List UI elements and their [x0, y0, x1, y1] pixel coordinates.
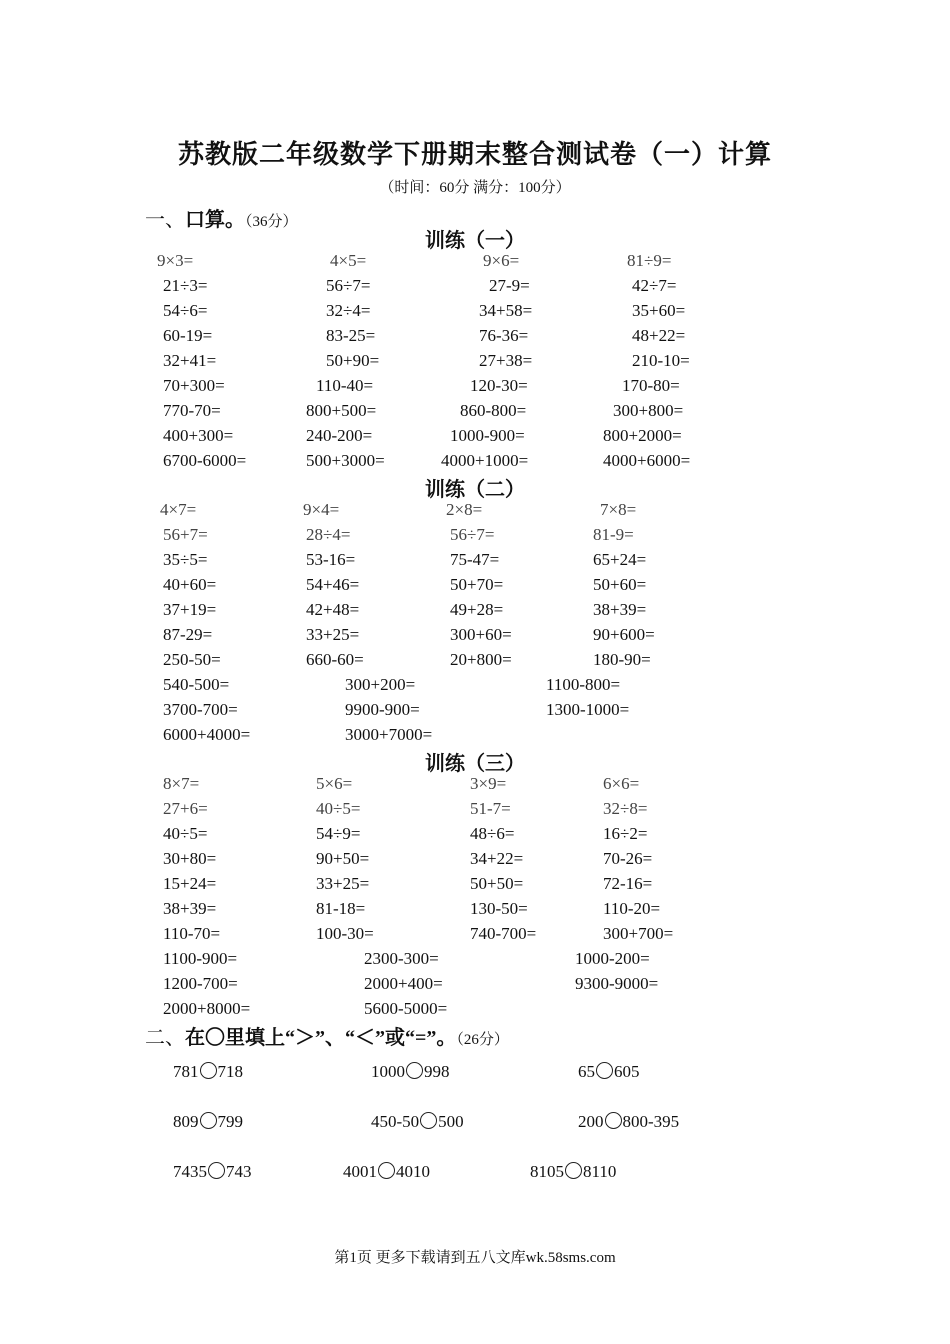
arithmetic-problem: 3700-700= [163, 700, 238, 719]
arithmetic-problem: 54÷6= [163, 301, 208, 320]
arithmetic-problem: 9×4= [303, 500, 340, 519]
exam-info: （时间：60分 满分：100分） [379, 180, 571, 196]
arithmetic-problem: 70+300= [163, 376, 225, 395]
arithmetic-problem: 48÷6= [470, 824, 515, 843]
arithmetic-problem: 1000-200= [575, 949, 650, 968]
arithmetic-problem: 800+2000= [603, 426, 682, 445]
comparison-item [173, 1112, 243, 1132]
arithmetic-problem: 3×9= [470, 774, 507, 793]
arithmetic-problem: 81÷9= [627, 251, 672, 270]
arithmetic-problem: 56÷7= [450, 525, 495, 544]
arithmetic-problem: 56+7= [163, 525, 208, 544]
page-footer: 第1页 更多下载请到五八文库wk.58sms.com [334, 1250, 616, 1266]
arithmetic-problem: 40÷5= [163, 824, 208, 843]
arithmetic-problem: 34+22= [470, 849, 524, 868]
arithmetic-problem: 110-40= [316, 376, 374, 395]
arithmetic-problem: 1100-900= [163, 949, 238, 968]
arithmetic-problem: 81-9= [593, 525, 634, 544]
arithmetic-problem: 5×6= [316, 774, 353, 793]
arithmetic-problem: 90+50= [316, 849, 370, 868]
arithmetic-problem: 4000+6000= [603, 451, 691, 470]
arithmetic-problem: 50+50= [470, 874, 524, 893]
arithmetic-problem: 8×7= [163, 774, 200, 793]
arithmetic-problem: 2000+8000= [163, 999, 251, 1018]
arithmetic-problem: 1300-1000= [546, 700, 630, 719]
arithmetic-problem: 32÷8= [603, 799, 648, 818]
arithmetic-problem: 110-20= [603, 899, 661, 918]
arithmetic-problem: 250-50= [163, 650, 221, 669]
arithmetic-problem: 42÷7= [632, 276, 677, 295]
arithmetic-problem: 72-16= [603, 874, 653, 893]
arithmetic-problem: 90+600= [593, 625, 655, 644]
arithmetic-problem: 170-80= [622, 376, 680, 395]
arithmetic-problem: 770-70= [163, 401, 221, 420]
right-operand: 799 [217, 1112, 243, 1131]
arithmetic-problem: 54÷9= [316, 824, 361, 843]
section-1-number: 一、 [145, 209, 185, 231]
arithmetic-problem: 7×8= [600, 500, 637, 519]
answer-circle[interactable] [378, 1162, 395, 1179]
arithmetic-problem: 100-30= [316, 924, 374, 943]
arithmetic-problem: 9900-900= [345, 700, 420, 719]
arithmetic-problem: 42+48= [306, 600, 360, 619]
arithmetic-problem: 76-36= [479, 326, 529, 345]
arithmetic-problem: 1200-700= [163, 974, 238, 993]
arithmetic-problem: 240-200= [306, 426, 373, 445]
arithmetic-problem: 35÷5= [163, 550, 208, 569]
arithmetic-problem: 1000-900= [450, 426, 525, 445]
arithmetic-problem: 2000+400= [364, 974, 443, 993]
arithmetic-problem: 2×8= [446, 500, 483, 519]
right-operand: 718 [217, 1062, 243, 1081]
comparison-item [578, 1062, 640, 1082]
arithmetic-problem: 32÷4= [326, 301, 371, 320]
left-operand: 8105 [530, 1162, 564, 1181]
comparison-item [173, 1062, 243, 1082]
arithmetic-problem: 48+22= [632, 326, 686, 345]
right-operand: 800-395 [622, 1112, 680, 1131]
arithmetic-problem: 800+500= [306, 401, 377, 420]
arithmetic-problem: 9×3= [157, 251, 194, 270]
arithmetic-problem: 210-10= [632, 351, 690, 370]
arithmetic-problem: 27-9= [489, 276, 530, 295]
arithmetic-problem: 6×6= [603, 774, 640, 793]
arithmetic-problem: 81-18= [316, 899, 366, 918]
section-2-points: （26分） [456, 1032, 509, 1048]
section-2-number: 二、 [145, 1027, 185, 1049]
arithmetic-problem: 75-47= [450, 550, 500, 569]
answer-circle[interactable] [200, 1062, 217, 1079]
answer-circle[interactable] [420, 1112, 437, 1129]
arithmetic-problem: 300+60= [450, 625, 512, 644]
arithmetic-problem: 110-70= [163, 924, 221, 943]
arithmetic-problem: 20+800= [450, 650, 512, 669]
arithmetic-problem: 56÷7= [326, 276, 371, 295]
left-operand: 65 [578, 1062, 595, 1081]
arithmetic-problem: 49+28= [450, 600, 504, 619]
arithmetic-problem: 33+25= [306, 625, 360, 644]
answer-circle[interactable] [605, 1112, 622, 1129]
arithmetic-problem: 5600-5000= [364, 999, 448, 1018]
arithmetic-problem: 27+38= [479, 351, 533, 370]
arithmetic-problem: 9300-9000= [575, 974, 659, 993]
left-operand: 809 [173, 1112, 199, 1131]
section-2-label: 在〇里填上“＞”、“＜”或“=”。 [185, 1027, 457, 1049]
arithmetic-problem: 4×7= [160, 500, 197, 519]
arithmetic-problem: 60-19= [163, 326, 213, 345]
right-operand: 4010 [396, 1162, 430, 1181]
answer-circle[interactable] [200, 1112, 217, 1129]
answer-circle[interactable] [208, 1162, 225, 1179]
arithmetic-problem: 32+41= [163, 351, 217, 370]
right-operand: 500 [438, 1112, 464, 1131]
left-operand: 7435 [173, 1162, 207, 1181]
arithmetic-problem: 50+90= [326, 351, 380, 370]
left-operand: 200 [578, 1112, 604, 1131]
arithmetic-problem: 50+60= [593, 575, 647, 594]
arithmetic-problem: 40÷5= [316, 799, 361, 818]
arithmetic-problem: 6000+4000= [163, 725, 251, 744]
training-2-heading: 训练（二） [425, 477, 525, 501]
arithmetic-problem: 65+24= [593, 550, 647, 569]
arithmetic-problem: 54+46= [306, 575, 360, 594]
answer-circle[interactable] [596, 1062, 613, 1079]
arithmetic-problem: 1100-800= [546, 675, 621, 694]
arithmetic-problem: 70-26= [603, 849, 653, 868]
arithmetic-problem: 27+6= [163, 799, 208, 818]
right-operand: 605 [614, 1062, 640, 1081]
arithmetic-problem: 740-700= [470, 924, 537, 943]
comparison-item [578, 1112, 679, 1132]
arithmetic-problem: 660-60= [306, 650, 364, 669]
answer-circle[interactable] [565, 1162, 582, 1179]
left-operand: 781 [173, 1062, 199, 1081]
arithmetic-problem: 34+58= [479, 301, 533, 320]
arithmetic-problem: 35+60= [632, 301, 686, 320]
arithmetic-problem: 9×6= [483, 251, 520, 270]
arithmetic-problem: 87-29= [163, 625, 213, 644]
arithmetic-problem: 16÷2= [603, 824, 648, 843]
arithmetic-problem: 30+80= [163, 849, 217, 868]
arithmetic-problem: 300+700= [603, 924, 674, 943]
arithmetic-problem: 4000+1000= [441, 451, 529, 470]
arithmetic-problem: 28÷4= [306, 525, 351, 544]
section-1-label: 口算。 [185, 209, 245, 231]
arithmetic-problem: 300+800= [613, 401, 684, 420]
arithmetic-problem: 2300-300= [364, 949, 439, 968]
arithmetic-problem: 50+70= [450, 575, 504, 594]
left-operand: 450-50 [371, 1112, 420, 1131]
answer-circle[interactable] [406, 1062, 423, 1079]
section-2-heading [145, 1021, 509, 1050]
arithmetic-problem: 37+19= [163, 600, 217, 619]
arithmetic-problem: 180-90= [593, 650, 651, 669]
comparison-item [173, 1162, 252, 1182]
right-operand: 743 [226, 1162, 252, 1181]
arithmetic-problem: 33+25= [316, 874, 370, 893]
arithmetic-problem: 300+200= [345, 675, 416, 694]
comparison-item [371, 1062, 450, 1082]
arithmetic-problem: 38+39= [163, 899, 217, 918]
arithmetic-problem: 51-7= [470, 799, 511, 818]
comparison-item [343, 1162, 430, 1182]
arithmetic-problem: 15+24= [163, 874, 217, 893]
arithmetic-problem: 500+3000= [306, 451, 385, 470]
left-operand: 1000 [371, 1062, 405, 1081]
arithmetic-problem: 38+39= [593, 600, 647, 619]
arithmetic-problem: 6700-6000= [163, 451, 247, 470]
arithmetic-problem: 540-500= [163, 675, 230, 694]
training-3-heading: 训练（三） [425, 751, 525, 775]
section-1-points: （36分） [245, 214, 298, 230]
arithmetic-problem: 860-800= [460, 401, 527, 420]
arithmetic-problem: 120-30= [470, 376, 528, 395]
arithmetic-problem: 4×5= [330, 251, 367, 270]
comparison-item [371, 1112, 464, 1132]
arithmetic-problem: 400+300= [163, 426, 234, 445]
arithmetic-problem: 53-16= [306, 550, 356, 569]
comparison-item [530, 1162, 616, 1182]
right-operand: 998 [424, 1062, 450, 1081]
arithmetic-problem: 3000+7000= [345, 725, 433, 744]
page-title: 苏教版二年级数学下册期末整合测试卷（一）计算 [177, 140, 772, 169]
arithmetic-problem: 83-25= [326, 326, 376, 345]
arithmetic-problem: 21÷3= [163, 276, 208, 295]
arithmetic-problem: 40+60= [163, 575, 217, 594]
arithmetic-problem: 130-50= [470, 899, 528, 918]
left-operand: 4001 [343, 1162, 377, 1181]
training-1-heading: 训练（一） [425, 228, 525, 252]
right-operand: 8110 [583, 1162, 617, 1181]
